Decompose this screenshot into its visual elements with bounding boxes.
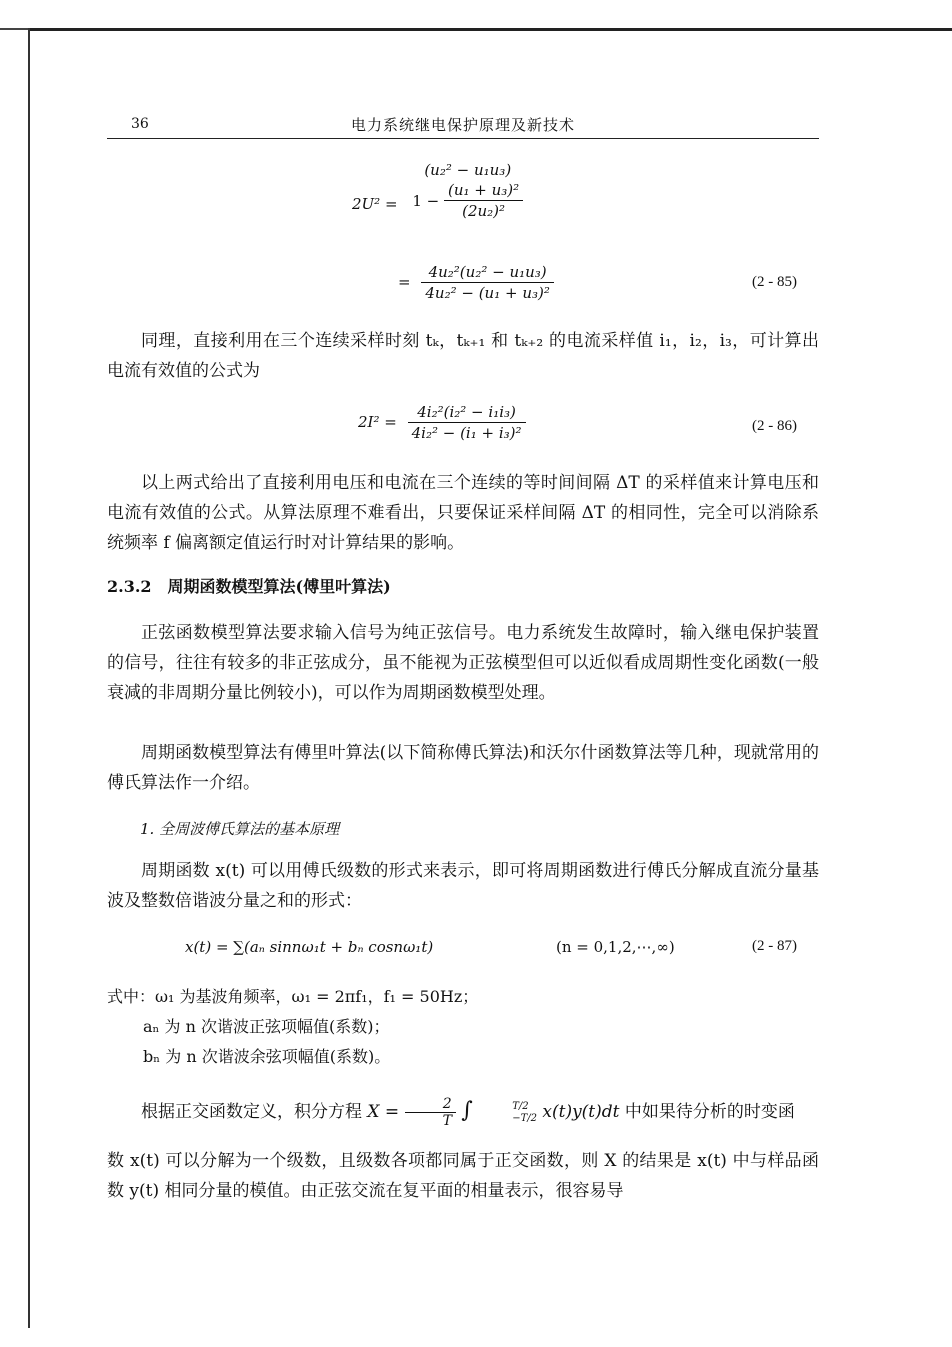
integral-formula [367, 1096, 625, 1129]
eq86-num: 4i₂²(i₂² − i₁i₃) [408, 402, 526, 423]
definition-an: aₙ 为 n 次谐波正弦项幅值(系数)； [143, 1017, 390, 1036]
equation-2-86 [358, 402, 526, 443]
section-heading-2-3-2: 2.3.2 周期函数模型算法(傅里叶算法) [107, 577, 391, 596]
integral-lhs: X = [367, 1102, 400, 1122]
paragraph-fourier-series: 周期函数 x(t) 可以用傅氏级数的形式来表示，即可将周期函数进行傅氏分解成直流分量基波及整数倍谐波分量之和的形式： [107, 861, 819, 911]
scan-left-border [28, 28, 30, 1328]
paragraph-summary: 以上两式给出了直接利用电压和电流在三个连续的等时间间隔 ΔT 的采样值来计算电压和电流有效值的公式。从算法原理不难看出，只要保证采样间隔 ΔT 的相同性，完全可以消除系统频率 f 偏离额定值运行时对计算结果的影响。 [107, 473, 819, 553]
integral-suffix: 中如果待分析的时变函 [624, 1102, 795, 1122]
definition-omega: 式中：ω₁ 为基波角频率，ω₁ = 2πf₁，f₁ = 50Hz； [107, 987, 479, 1006]
eq85-fraction [421, 262, 554, 303]
integral-sign: ∫ [461, 1098, 473, 1123]
equation-2-87-body: x(t) = ∑(aₙ sinnω₁t + bₙ cosnω₁t) [185, 938, 434, 956]
equation-2-85-line1 [352, 160, 527, 221]
integral-upper: T/2 [512, 1100, 529, 1112]
integral-lower: −T/2 [512, 1112, 537, 1124]
eq86-lhs: 2I² = [358, 412, 397, 431]
scan-top-border [28, 28, 952, 31]
eq85-inner-fraction [444, 180, 523, 221]
equation-2-85-line2 [398, 262, 554, 303]
eq85-inner-num: (u₁ + u₃)² [444, 180, 523, 201]
integral-coef-num: 2 [405, 1096, 456, 1113]
equation-number-2-86: (2 - 86) [752, 418, 797, 434]
paragraph-orthogonal-integral [107, 1094, 819, 1129]
eq85-den2: 4u₂² − (u₁ + u₃)² [425, 284, 550, 302]
subsection-heading-fourier-principle: 1. 全周波傅氏算法的基本原理 [140, 820, 340, 838]
eq85-equals: = [398, 272, 411, 291]
equation-number-2-85: (2 - 85) [752, 274, 797, 290]
eq85-lhs: 2U² = [352, 194, 398, 213]
integral-limits [478, 1101, 537, 1125]
paragraph-current-samples: 同理，直接利用在三个连续采样时刻 tₖ，tₖ₊₁ 和 tₖ₊₂ 的电流采样值 i₁，i₂，i₃，可计算出电流有效值的公式为 [107, 331, 819, 381]
integral-integrand: x(t)y(t)dt [542, 1102, 620, 1122]
paragraph-sine-model: 正弦函数模型算法要求输入信号为纯正弦信号。电力系统发生故障时，输入继电保护装置的信号，往往有较多的非正弦成分，虽不能视为正弦模型但可以近似看成周期性变化函数(一般衰减的非周期分量比例较小)，可以作为周期函数模型处理。 [107, 623, 819, 703]
eq85-top-numerator: (u₂² − u₁u₃) [424, 161, 512, 179]
running-title: 电力系统继电保护原理及新技术 [350, 116, 575, 134]
integral-coefficient [405, 1096, 456, 1129]
paragraph-orthogonal-continued: 数 x(t) 可以分解为一个级数，且级数各项都同属于正交函数，则 X 的结果是 x(t) 中与样品函数 y(t) 相同分量的模值。由正弦交流在复平面的相量表示，很容易导 [107, 1151, 819, 1201]
eq86-den: 4i₂² − (i₁ + i₃)² [411, 424, 522, 442]
integral-prefix: 根据正交函数定义，积分方程 [141, 1102, 362, 1122]
eq85-denominator [408, 180, 527, 221]
equation-number-2-87: (2 - 87) [752, 938, 797, 954]
eq85-num2: 4u₂²(u₂² − u₁u₃) [421, 262, 554, 283]
paragraph-periodic-model: 周期函数模型算法有傅里叶算法(以下简称傅氏算法)和沃尔什函数算法等几种，现就常用的傅氏算法作一介绍。 [107, 743, 819, 793]
eq85-one-minus: 1 − [412, 191, 440, 210]
page-header [107, 112, 819, 139]
eq86-fraction [408, 402, 526, 443]
equation-2-87-range: (n = 0,1,2,⋯,∞) [556, 938, 675, 956]
integral-coef-den: T [442, 1113, 452, 1129]
page-number: 36 [131, 116, 149, 132]
eq85-inner-den: (2u₂)² [462, 202, 506, 220]
eq85-outer-fraction [408, 160, 527, 221]
definition-bn: bₙ 为 n 次谐波余弦项幅值(系数)。 [143, 1047, 391, 1066]
scan-corner-mark [0, 28, 28, 30]
